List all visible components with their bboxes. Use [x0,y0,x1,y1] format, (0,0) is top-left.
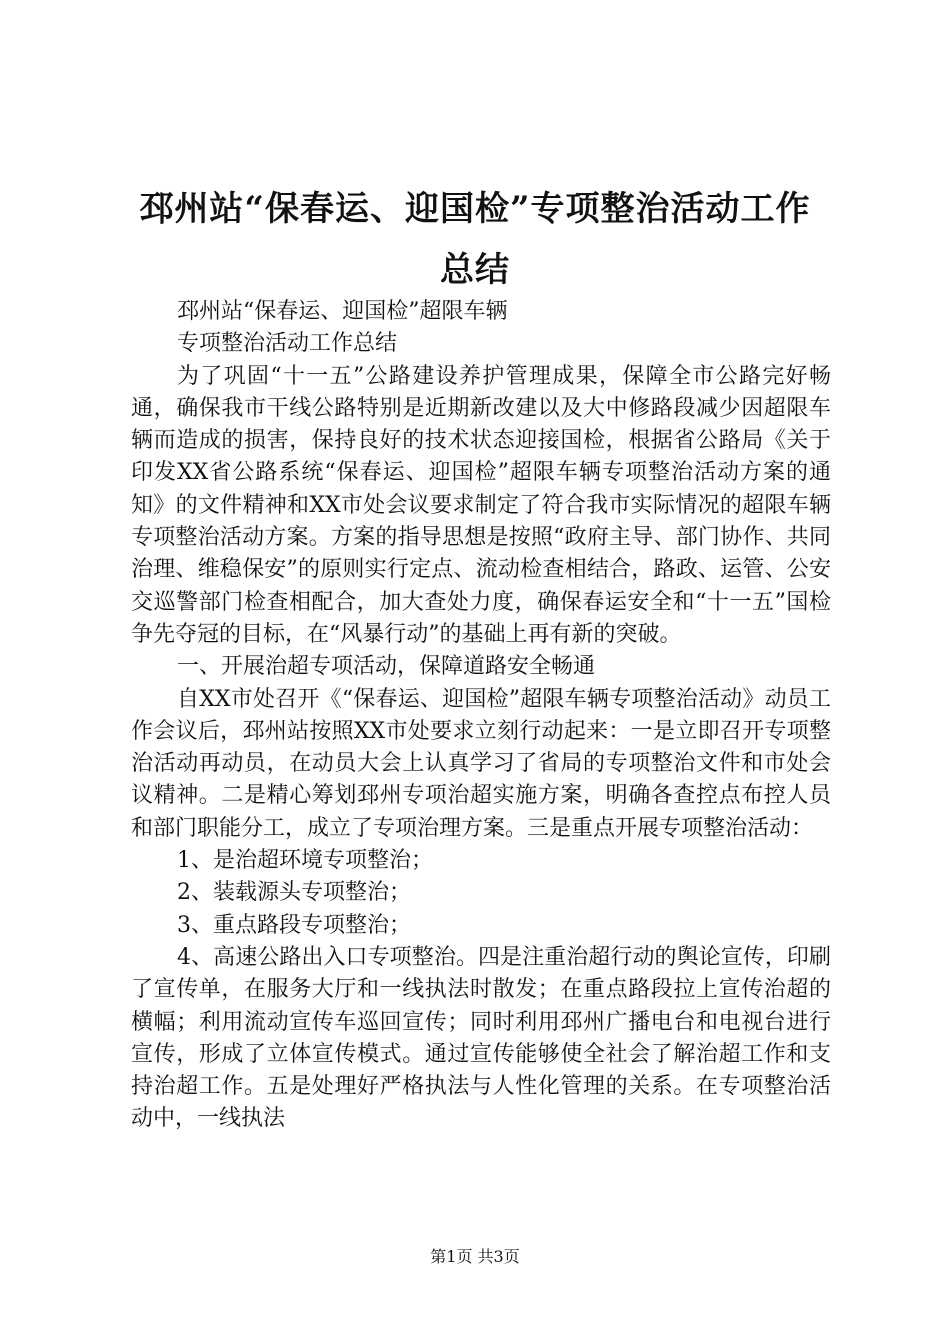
paragraph-mobilization: 自XX市处召开《“保春运、迎国检”超限车辆专项整治活动》动员工作会议后，邳州站按照XX市处要求立刻行动起来：一是立即召开专项整治活动再动员，在动员大会上认真学习了省局的专项整治文件和市处会议精神。二是精心筹划邳州专项治超实施方案，明确各查控点布控人员和部门职能分工，成立了专项治理方案。三是重点开展专项整治活动： [131,686,831,841]
list-item-1: 1、是治超环境专项整治； [177,848,433,874]
list-item-2: 2、装载源头专项整治； [177,880,411,906]
document-title-line-2: 总结 [440,250,510,290]
page-footer: 第1页 共3页 [430,1247,520,1266]
subtitle-line-2: 专项整治活动工作总结 [177,331,398,357]
subtitle-line-1: 邳州站“保春运、迎国检”超限车辆 [177,299,508,324]
list-item-3: 3、重点路段专项整治； [177,912,411,938]
document-title-line-1: 邳州站“保春运、迎国检”专项整治活动工作 [139,189,811,229]
section-heading-1: 一、开展治超专项活动，保障道路安全畅通 [177,654,596,680]
document-body [131,296,831,1136]
paragraph-intro: 为了巩固“十一五”公路建设养护管理成果，保障全市公路完好畅通，确保我市干线公路特别是近期新改建以及大中修路段减少因超限车辆而造成的损害，保持良好的技术状态迎接国检，根据省公路局《关于印发XX省公路系统“保春运、迎国检”超限车辆专项整治活动方案的通知》的文件精神和XX市处会议要求制定了符合我市实际情况的超限车辆专项整治活动方案。方案的指导思想是按照“政府主导、部门协作、共同治理、维稳保安”的原则实行定点、流动检查相结合，路政、运管、公安交巡警部门检查相配合，加大查处力度，确保春运安全和“十一五”国检争先夺冠的目标，在“风暴行动”的基础上再有新的突破。 [131,363,831,647]
list-item-4: 4、高速公路出入口专项整治。四是注重治超行动的舆论宣传，印刷了宣传单，在服务大厅和一线执法时散发；在重点路段拉上宣传治超的横幅；利用流动宣传车巡回宣传；同时利用邳州广播电台和电视台进行宣传，形成了立体宣传模式。通过宣传能够使全社会了解治超工作和支持治超工作。五是处理好严格执法与人性化管理的关系。在专项整治活动中，一线执法 [131,944,831,1132]
